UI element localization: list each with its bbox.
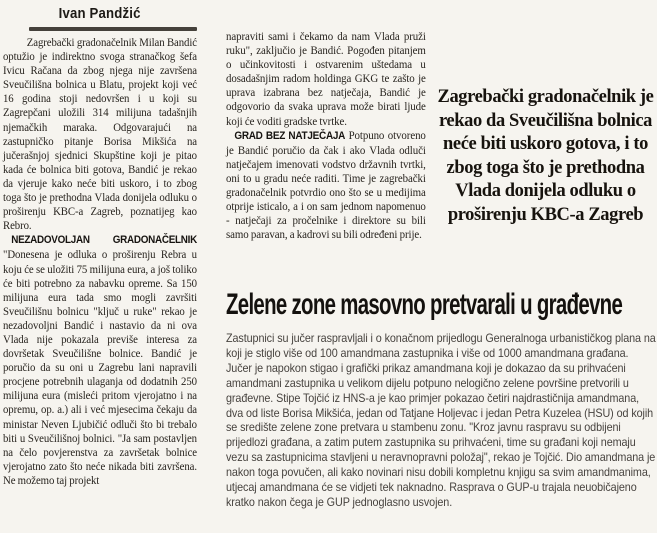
article-paragraph: napraviti sami i čekamo da nam Vlada pruži ruku", zaključio je Bandić. Pogođen pitanjem o učinkovitosti i ostvarenim uštedama u dosadašnjim radom holdinga GKG te zašto je uprava izabrana bez natječaja, Bandić je odgovorio da svaka uprava može birati ljude koji će voditi gradske tvrtke. — [226, 29, 426, 128]
byline-author: Ivan Pandžić — [58, 5, 142, 22]
article-paragraph — [3, 232, 197, 487]
paragraph-text: Potpuno otvoreno je Bandić poručio da čak i ako Vlada odluči natječajem imenovati vodstvo državnih tvrtki, oni to u gradu neće raditi. Time je zagrebački gradonačelnik potvrdio ono što se u medijima otprije isticalo, a i on sam jednom napomenuo - natječaji za pročelnike i direktore su bili samo paravan, a kadrovi su bili određeni prije. — [226, 127, 426, 242]
second-article-body: Zastupnici su jučer raspravljali i o konačnom prijedlogu Generalnoga urbanističkog plana na koji je stiglo više od 100 amandmana zastupnika i više od 1000 amandmana građana. Jučer je napokon stigao i grafički prikaz amandmana koji je dokazao da su prihvaćeni amandmani zastupnika u velikom dijelu potpuno nelogično zelene površine pretvorili u građevne. Stipe Tojčić iz HNS-a je kao primjer pokazao četiri najdrastičnija amandmana, dva od liste Borisa Mikšića, jedan od Tatjane Holjevac i jedan Petra Kuzelea (HSU) od kojih se središte zelene zone pretvara u stambenu zonu. "Kroz javnu raspravu su odbijeni prijedlozi građana, a zatim putem zastupnika su prihvaćeni, time su građani koji nemaju vezu sa zastupnicima stavljeni u neravnopravni položaj", rekao je Tojčić. Dio amandmana je nakon toga povučen, ali kako novinari nisu dobili kompletnu knjigu sa svim amandmanima, utjecaj amandmana će se vidjeti tek naknadno. Rasprava o GUP-u trajala neuobičajeno kratko nakon čega je GUP jednoglasno usvojen. — [226, 331, 656, 509]
section-kicker-nezadovoljan: NEZADOVOLJAN GRADONAČELNIK — [11, 234, 197, 247]
paragraph-text: "Donesena je odluka o proširenju Rebra u koju će se uložiti 75 milijuna eura, a još toliko će biti potrebno za nabavku opreme. Sa 150 milijuna eura tada smo mogli završiti Sveučilišnu bolnicu "ključ u ruke" rekao je nezadovoljni Bandić i nastavio da ni ova Vlada nije pokazala previše interesa za dovršetak Sveučilišne bolnice. Bandić je poručio da su oni u Zagrebu lani napravili procjene potrebnih ulaganja od dodatnih 250 milijuna eura (misleći pritom vjerojatno i na opremu, op. a.) ali i već mjesecima čekaju da ministar Neven Ljubičić odluči što bi trebalo biti u Sveučilišnoj bolnici. "Ja sam postavljen na čelo povjerenstva za završetak bolnice vjerojatno zato što neće nikada biti završena. Ne možemo taj projekt — [3, 247, 197, 487]
article-paragraph: Zagrebački gradonačelnik Milan Bandić optužio je indirektno svoga stranačkog šefa Ivicu Račana da zbog njega nije završena Sveučilišna bolnica u Blatu, projekt koji već 16 godina stoji nedovršen i u koji su Zagrepčani uložili 314 milijuna tadašnjih njemačkih maraka. Odgovarajući na zastupničko pitanje Borisa Mikšića na jučerašnjoj sjednici Skupštine koji je pitao kada će bolnica biti gotova, Bandić je rekao da vjeruje kako neće biti uskoro, i to zbog toga što je prethodna Vlada donijela odluku o proširenju KBC-a Zagreb, poznatijeg kao Rebro. — [3, 35, 197, 233]
byline-rule — [29, 27, 197, 31]
article-column-1 — [3, 35, 197, 487]
second-article-headline-text: Zelene zone masovno pretvarali u građevne — [226, 288, 623, 321]
byline — [3, 5, 197, 23]
article-column-2 — [226, 29, 426, 241]
second-article-headline — [226, 288, 657, 322]
article-paragraph — [226, 128, 426, 242]
section-kicker-grad-bez-natjecaja: GRAD BEZ NATJEČAJA — [234, 129, 346, 142]
pull-quote: Zagrebački gradonačelnik je rekao da Sveučilišna bolnica neće biti uskoro gotova, i to zbog toga što je prethodna Vlada donijela odluku o proširenju KBC-a Zagreb — [437, 87, 654, 225]
